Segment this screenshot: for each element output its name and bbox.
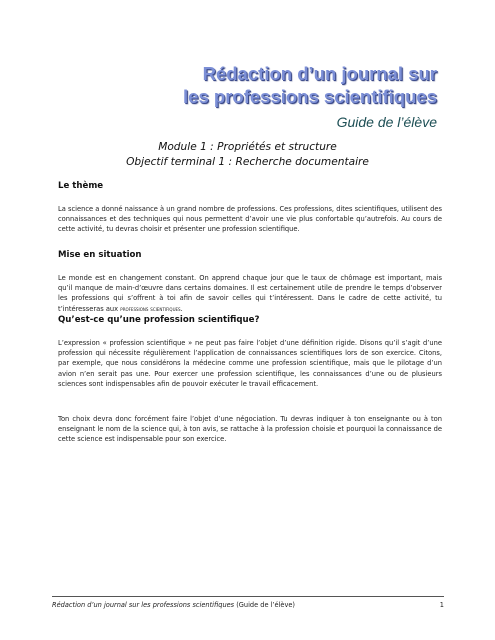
module-block — [0, 140, 495, 170]
paragraph-situation-text: Le monde est en changement constant. On apprend chaque jour que le taux de chômage est important, mais qu’il manque de main-d’œuvre dans certains domaines. Il est certainement utile de prendre le temps d’observer les professions qui s’offrent à toi afin de savoir celles qui t’intéressent. Dans le cadre de cette activité, tu t’intéresseras aux — [58, 274, 442, 313]
paragraph-theme: La science a donné naissance à un grand nombre de professions. Ces professions, dites scientifiques, utilisent des connaissances et des techniques qui nous permettent d’avoir une vie plus confortable qu’autrefois. Au cours de cette activité, tu devras choisir et présenter une profession scientifique. — [58, 205, 442, 234]
page-footer — [52, 601, 444, 609]
page-number: 1 — [439, 601, 444, 609]
footer-title: Rédaction d’un journal sur les professions scientifiques — [52, 601, 235, 609]
paragraph-definition-2: Ton choix devra donc forcément faire l’objet d’une négociation. Tu devras indiquer à ton enseignante ou à ton enseignant le nom de la science qui, à ton avis, se rattache à la profession choisie et pourquoi la connaissance de cette science est indispensable pour son exercice. — [58, 415, 442, 444]
document-title — [183, 62, 437, 108]
paragraph-situation — [58, 273, 442, 315]
paragraph-definition-1: L’expression « profession scientifique » ne peut pas faire l’objet d’une définition rigide. Disons qu’il s’agit d’une profession qui nécessite régulièrement l’application de connaissances scientifiques lors de son exercice. Citons, par exemple, que nous considérons la médecine comme une profession scientifique, mais que le pilotage d’un avion n’en serait pas une. Pour exercer une profession scientifique, les connaissances d’une ou de plusieurs sciences sont indispensables afin de pouvoir exécuter le travail efficacement. — [58, 339, 442, 388]
paragraph-situation-end: . — [180, 304, 183, 313]
title-line-2: les professions scientifiques — [183, 86, 437, 107]
objective-line: Objectif terminal 1 : Recherche documentaire — [126, 156, 369, 168]
section-heading-situation: Mise en situation — [58, 250, 142, 260]
footer-guide: (Guide de l’élève) — [234, 601, 295, 609]
document-subtitle: Guide de l’élève — [336, 114, 437, 130]
footer-divider — [52, 596, 444, 597]
section-heading-definition: Qu’est-ce qu’une profession scientifique? — [58, 315, 260, 325]
professions-smallcaps: professions scientifiques — [120, 305, 181, 313]
section-heading-theme: Le thème — [58, 181, 104, 191]
module-line: Module 1 : Propriétés et structure — [158, 141, 337, 153]
title-line-1: Rédaction d’un journal sur — [202, 63, 437, 84]
